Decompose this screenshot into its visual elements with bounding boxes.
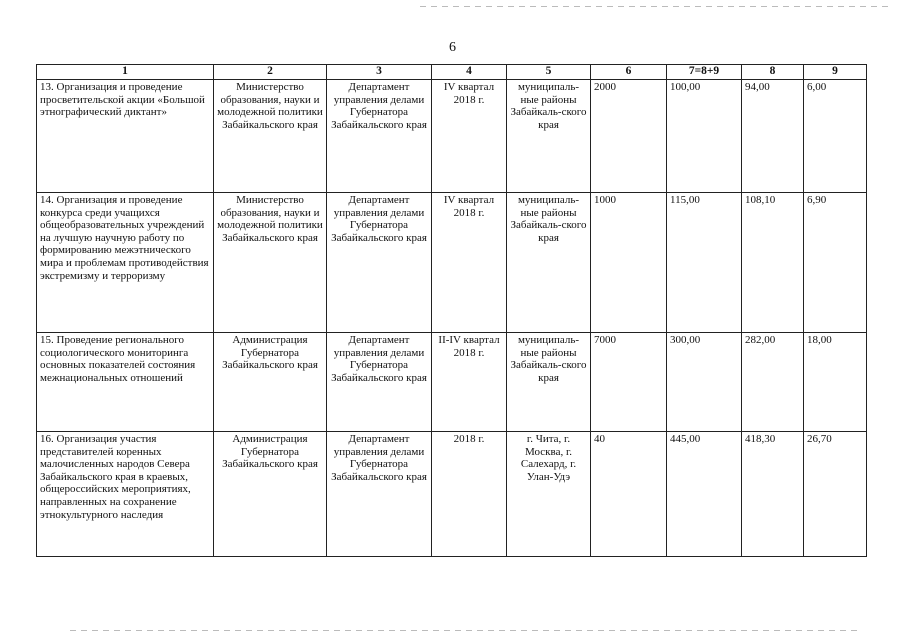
regional-budget-cell: 418,30	[742, 432, 804, 557]
federal-budget-cell: 6,00	[804, 80, 867, 193]
period-cell: 2018 г.	[432, 432, 507, 557]
federal-budget-cell: 6,90	[804, 193, 867, 333]
table-row	[37, 333, 867, 432]
total-cell: 115,00	[667, 193, 742, 333]
executor-cell: Министерство образования, науки и молодежной политики Забайкальского края	[214, 80, 327, 193]
activity-cell: 13. Организация и проведение просветительской акции «Большой этнографический диктант»	[37, 80, 214, 193]
header-col-3: 3	[327, 65, 432, 80]
table-row	[37, 80, 867, 193]
period-cell: IV квартал 2018 г.	[432, 193, 507, 333]
manager-cell: Департамент управления делами Губернатора Забайкальского края	[327, 432, 432, 557]
federal-budget-cell: 18,00	[804, 333, 867, 432]
participants-cell: 1000	[591, 193, 667, 333]
header-col-8: 8	[742, 65, 804, 80]
activity-cell: 15. Проведение регионального социологического мониторинга основных показателей состояния межнациональных отношений	[37, 333, 214, 432]
header-col-1: 1	[37, 65, 214, 80]
table-header-row	[37, 65, 867, 80]
period-cell: IV квартал 2018 г.	[432, 80, 507, 193]
federal-budget-cell: 26,70	[804, 432, 867, 557]
header-col-6: 6	[591, 65, 667, 80]
location-cell: муниципаль-ные районы Забайкаль-ского края	[507, 333, 591, 432]
participants-cell: 2000	[591, 80, 667, 193]
activity-cell: 16. Организация участия представителей коренных малочисленных народов Севера Забайкальского края в краевых, общероссийских мероприятиях, направленных на сохранение этнокультурного наследия	[37, 432, 214, 557]
location-cell: г. Чита, г. Москва, г. Салехард, г. Улан-Удэ	[507, 432, 591, 557]
participants-cell: 7000	[591, 333, 667, 432]
manager-cell: Департамент управления делами Губернатора Забайкальского края	[327, 80, 432, 193]
executor-cell: Министерство образования, науки и молодежной политики Забайкальского края	[214, 193, 327, 333]
header-col-7: 7=8+9	[667, 65, 742, 80]
participants-cell: 40	[591, 432, 667, 557]
header-col-4: 4	[432, 65, 507, 80]
scan-artifact-top	[420, 6, 890, 7]
total-cell: 100,00	[667, 80, 742, 193]
table-row	[37, 432, 867, 557]
total-cell: 445,00	[667, 432, 742, 557]
header-col-9: 9	[804, 65, 867, 80]
period-cell: II-IV квартал 2018 г.	[432, 333, 507, 432]
executor-cell: Администрация Губернатора Забайкальского края	[214, 333, 327, 432]
header-col-2: 2	[214, 65, 327, 80]
manager-cell: Департамент управления делами Губернатора Забайкальского края	[327, 333, 432, 432]
executor-cell: Администрация Губернатора Забайкальского края	[214, 432, 327, 557]
table-row	[37, 193, 867, 333]
header-col-5: 5	[507, 65, 591, 80]
regional-budget-cell: 108,10	[742, 193, 804, 333]
page-number: 6	[449, 40, 456, 55]
location-cell: муниципаль-ные районы Забайкаль-ского края	[507, 80, 591, 193]
regional-budget-cell: 282,00	[742, 333, 804, 432]
total-cell: 300,00	[667, 333, 742, 432]
activities-table	[36, 64, 867, 557]
activity-cell: 14. Организация и проведение конкурса среди учащихся общеобразовательных учреждений на лучшую научную работу по формированию межэтнического мира и проблемам противодействия экстремизму и терроризму	[37, 193, 214, 333]
scan-artifact-bottom	[70, 630, 860, 631]
location-cell: муниципаль-ные районы Забайкаль-ского края	[507, 193, 591, 333]
regional-budget-cell: 94,00	[742, 80, 804, 193]
manager-cell: Департамент управления делами Губернатора Забайкальского края	[327, 193, 432, 333]
